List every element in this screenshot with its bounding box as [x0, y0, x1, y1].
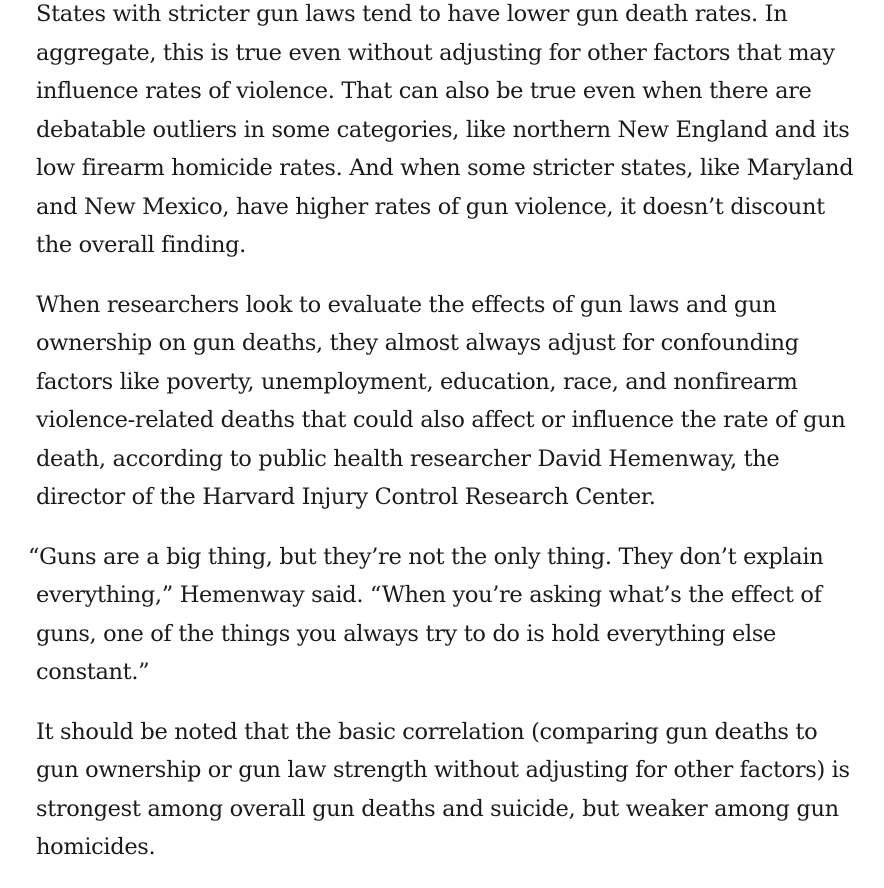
paragraph-gun-laws-summary: States with stricter gun laws tend to have lower gun death rates. In aggregate, this is true even without adjusting for other factors that may influence rates of violence. That can also be true even when there are debatable outliers in some categories, like northern New England and its low firearm homicide rates. And when some stricter states, like Maryland and New Mexico, have higher rates of gun violence, it doesn’t discount the overall finding. — [36, 1, 854, 258]
article-body — [28, 0, 866, 888]
paragraph-hemenway-quote: “Guns are a big thing, but they’re not the only thing. They don’t explain everything,” Hemenway said. “When you’re asking what’s the effect of guns, one of the things you always try to do is hold everything else constant.” — [28, 543, 824, 685]
paragraph-researchers-adjust: When researchers look to evaluate the effects of gun laws and gun ownership on gun deaths, they almost always adjust for confounding factors like poverty, unemployment, education, race, and nonfirearm violence-related deaths that could also affect or influence the rate of gun death, according to public health researcher David Hemenway, the director of the Harvard Injury Control Research Center. — [36, 291, 846, 510]
paragraph-basic-correlation: It should be noted that the basic correlation (comparing gun deaths to gun ownership or gun law strength without adjusting for other factors) is strongest among overall gun deaths and suicide, but weaker among gun homicides. — [36, 718, 850, 860]
